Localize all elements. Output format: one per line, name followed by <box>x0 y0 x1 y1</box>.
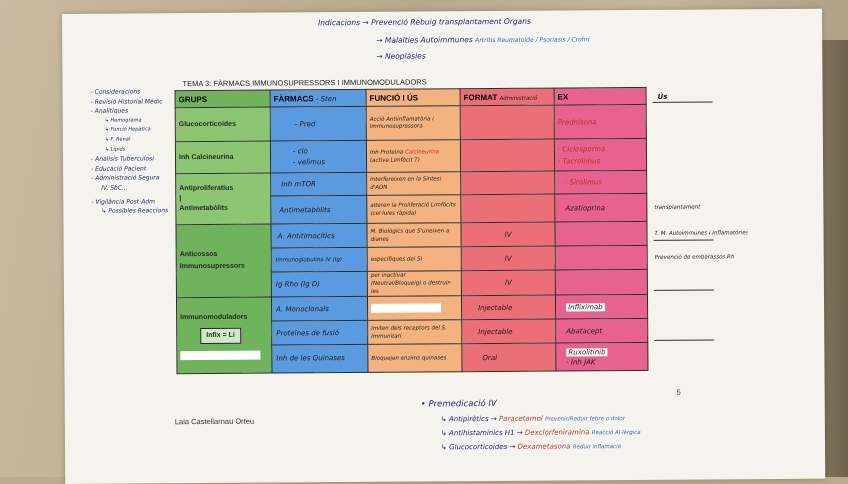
group-antibodies <box>176 224 272 298</box>
header-ex: EX <box>554 87 646 105</box>
cell-ex <box>555 221 647 246</box>
header-farmacs <box>270 89 366 107</box>
group-calcineurin: Inh Calcineurina <box>175 141 270 174</box>
header-extra-label: Ús <box>657 92 668 101</box>
cell-format <box>461 171 555 195</box>
cell-ex <box>554 138 646 171</box>
cell-farmac: Proteïnes de fusió <box>272 320 368 345</box>
cell-ex <box>556 342 648 371</box>
cell-format <box>460 105 554 140</box>
header-grups: GRUPS <box>175 90 270 108</box>
table-row <box>175 138 747 174</box>
cell-format: IV <box>461 270 555 296</box>
cell-funcio: M. Biològics que S'uneixen a dianes <box>367 223 461 248</box>
note-considerations: - Consideracions <box>90 88 141 96</box>
cell-funcio: per inactivar (Neutral/Bloqueig) o destruir-les <box>367 271 461 297</box>
group-glucocorticoides: Glucocorticoides <box>175 107 270 142</box>
redacted-box <box>371 303 441 312</box>
note-safe-admin: - Administració Segura <box>91 174 160 183</box>
premed-antihistamines-purpose: Reacció Al·lèrgica <box>591 429 641 437</box>
ex-ciclosporina: · Ciclosporina <box>557 144 606 154</box>
cell-format: Injectable <box>462 319 556 344</box>
cell-extra <box>647 245 748 270</box>
drug-suffix-limus: - velimus <box>293 157 326 166</box>
cell-funcio: Acció Antiinflamatòria i Immunosupressora <box>366 106 460 141</box>
premed-antipyretics <box>441 414 625 423</box>
left-margin-notes <box>91 87 169 216</box>
cell-farmac: A. Monoclonals <box>271 296 367 321</box>
note-routes: IV, SbC... <box>101 184 128 192</box>
indication-autoimmune-examples: Artritis Reumatoide / Psoriasis / Crohn <box>475 36 590 45</box>
indications-label <box>318 17 531 27</box>
note-liver: ↳ Funció Hepàtica <box>104 126 151 134</box>
premedication-title: • Premedicació IV <box>420 398 497 410</box>
cell-extra <box>647 221 748 246</box>
note-reactions: ↳ Possibles Reaccions <box>101 207 169 215</box>
cell-funcio: Imiten dels receptors del S. Immunitari <box>368 320 462 345</box>
cell-format: IV <box>461 222 555 247</box>
premed-antipyretics-label: ↳ Antipirètics → <box>440 414 497 424</box>
group-immunosupressors-label: Immunosupressors <box>179 262 245 271</box>
cell-farmac: Antimetabòlits <box>271 195 367 224</box>
drug-table <box>175 86 750 374</box>
cell-ex: · Sirolimus <box>555 170 647 194</box>
indication-autoimmune-line <box>376 34 589 44</box>
extra-rh-prevention: Prevenció de embarassos Rh <box>654 254 735 261</box>
premed-antipyretics-purpose: Prevenir/Reduir febre o dolor <box>545 416 625 423</box>
cell-ex: Azatioprina <box>555 193 647 222</box>
cell-format: IV <box>461 246 555 271</box>
cell-funcio <box>367 296 461 321</box>
cell-funcio: alteren la Proliferació Limfòcits (cel·lules ràpida) <box>367 195 461 224</box>
premed-antihistamines-label: ↳ Antihistamínics H1 → <box>440 428 523 438</box>
funcio-t-cell: (activa Limfòcit T) <box>370 157 420 164</box>
note-tuberculosis: - Analisis Tuberculosi <box>90 155 154 163</box>
group-antiproliferative: Antiproliferatius | Antimetabòlits <box>176 173 271 225</box>
cell-format <box>461 194 555 223</box>
cell-extra <box>646 104 747 139</box>
ex-tacrolimus: · Tacrolimus <box>558 156 601 166</box>
ex-ruxolitinib: Ruxolitinib <box>568 347 606 356</box>
printed-page <box>62 9 825 484</box>
header-farmacs-note: - Sten <box>315 94 337 103</box>
premed-antihistamines <box>441 428 641 437</box>
page-title: TEMA 3: FÀRMACS IMMUNOSUPRESSORS I IMMUNOMODULADORS <box>182 77 427 89</box>
cell-funcio <box>366 140 460 173</box>
funcio-calcineurin: Calcineurina <box>404 148 440 156</box>
cell-extra <box>648 342 749 371</box>
indications-arrow-label: Indicacions → <box>318 17 369 28</box>
note-hemogram: ↳ Hemograma <box>104 117 142 124</box>
premed-dexclorfeniramina: Dexclorfeniramina <box>524 428 590 437</box>
cell-farmac: Inh mTOR <box>271 172 367 196</box>
ex-inh-jak: · Inh JAK <box>566 357 596 366</box>
note-analytics: - Analítiques <box>90 107 129 115</box>
extra-transplant: transplantament <box>654 204 701 211</box>
note-lipids: ↳ Lípids <box>104 146 126 153</box>
cell-funcio: específiques del SI <box>367 247 461 272</box>
premed-paracetamol: Paracetamol <box>498 414 543 423</box>
cell-funcio: Bloquejen enzims quinases <box>368 344 462 373</box>
cell-ex <box>555 245 647 270</box>
indication-neoplasies: → Neoplàsies <box>376 51 426 61</box>
cell-format: Oral <box>462 343 556 372</box>
header-format-note: Administració <box>499 95 538 102</box>
group-anticossos-label: Anticossos <box>179 250 218 259</box>
note-education: - Educació Pacient <box>91 165 147 173</box>
premed-dexametasona: Dexametasona <box>517 442 571 451</box>
group-antimetabolits-label: Antimetabòlits <box>179 204 229 213</box>
cell-format: Injectable <box>461 295 555 320</box>
cell-ex <box>555 269 647 295</box>
premed-glucocorticoids <box>441 442 621 451</box>
cell-ex: Prednisona <box>554 104 646 139</box>
cell-farmac: - Pred <box>270 106 366 141</box>
cell-farmac <box>270 140 366 173</box>
cell-farmac: Inh de les Quinases <box>272 344 368 373</box>
header-format-label: FORMAT <box>463 92 498 102</box>
cell-format <box>460 139 554 172</box>
infix-badge: Infix = Li <box>200 328 241 344</box>
extra-autoimmune: T. M. Autoimmunes i Inflamatòries <box>654 230 749 237</box>
header-funcio: FUNCIÓ I ÚS <box>366 89 460 107</box>
indication-autoimmune: → Malalties Autoimmunes <box>376 35 473 45</box>
group-antiproliferatius-label: Antiproliferatius <box>179 184 234 193</box>
ex-infliximab: Infliximab <box>568 302 603 311</box>
table-row <box>175 104 747 142</box>
premed-glucocorticoids-purpose: Reduir inflamació <box>572 444 622 451</box>
header-format <box>460 88 554 106</box>
group-immunomodulators <box>176 297 272 374</box>
cell-ex <box>555 294 647 319</box>
indication-transplant: Prevenció Rebuig transplantament Organs <box>371 16 531 27</box>
cell-farmac: A. Antitimocítics <box>271 223 367 248</box>
cell-farmac: Immunoglobulina IV (Ig) <box>271 247 367 272</box>
premed-glucocorticoids-label: ↳ Glucocorticoides → <box>441 442 516 452</box>
cell-funcio: Interfereixen en la Síntesi d'ADN <box>367 172 461 196</box>
cell-extra <box>647 193 748 222</box>
funcio-inh-protein: Inh Proteina <box>369 149 404 156</box>
note-history: - Revisió Historial Mèdic <box>90 97 163 106</box>
cell-farmac: Ig Rho (Ig D) <box>271 271 367 297</box>
cell-extra <box>647 294 748 319</box>
note-post-vigilance: - Vigilància Post-Adm <box>91 197 156 206</box>
cell-extra <box>647 170 748 194</box>
page-number: 5 <box>676 387 681 397</box>
group-immunomoduladors-label: Immunomoduladors <box>180 313 248 322</box>
cell-extra <box>646 138 747 171</box>
drug-suffix-clo: - clo <box>292 146 308 155</box>
note-renal: ↳ F. Renal <box>104 136 131 143</box>
redacted-box <box>180 350 260 360</box>
author-footer: Laia Castellarnau Orteu <box>174 416 255 427</box>
header-farmacs-label: FÀRMACS <box>273 93 314 104</box>
cell-ex: Abatacept <box>556 318 648 343</box>
